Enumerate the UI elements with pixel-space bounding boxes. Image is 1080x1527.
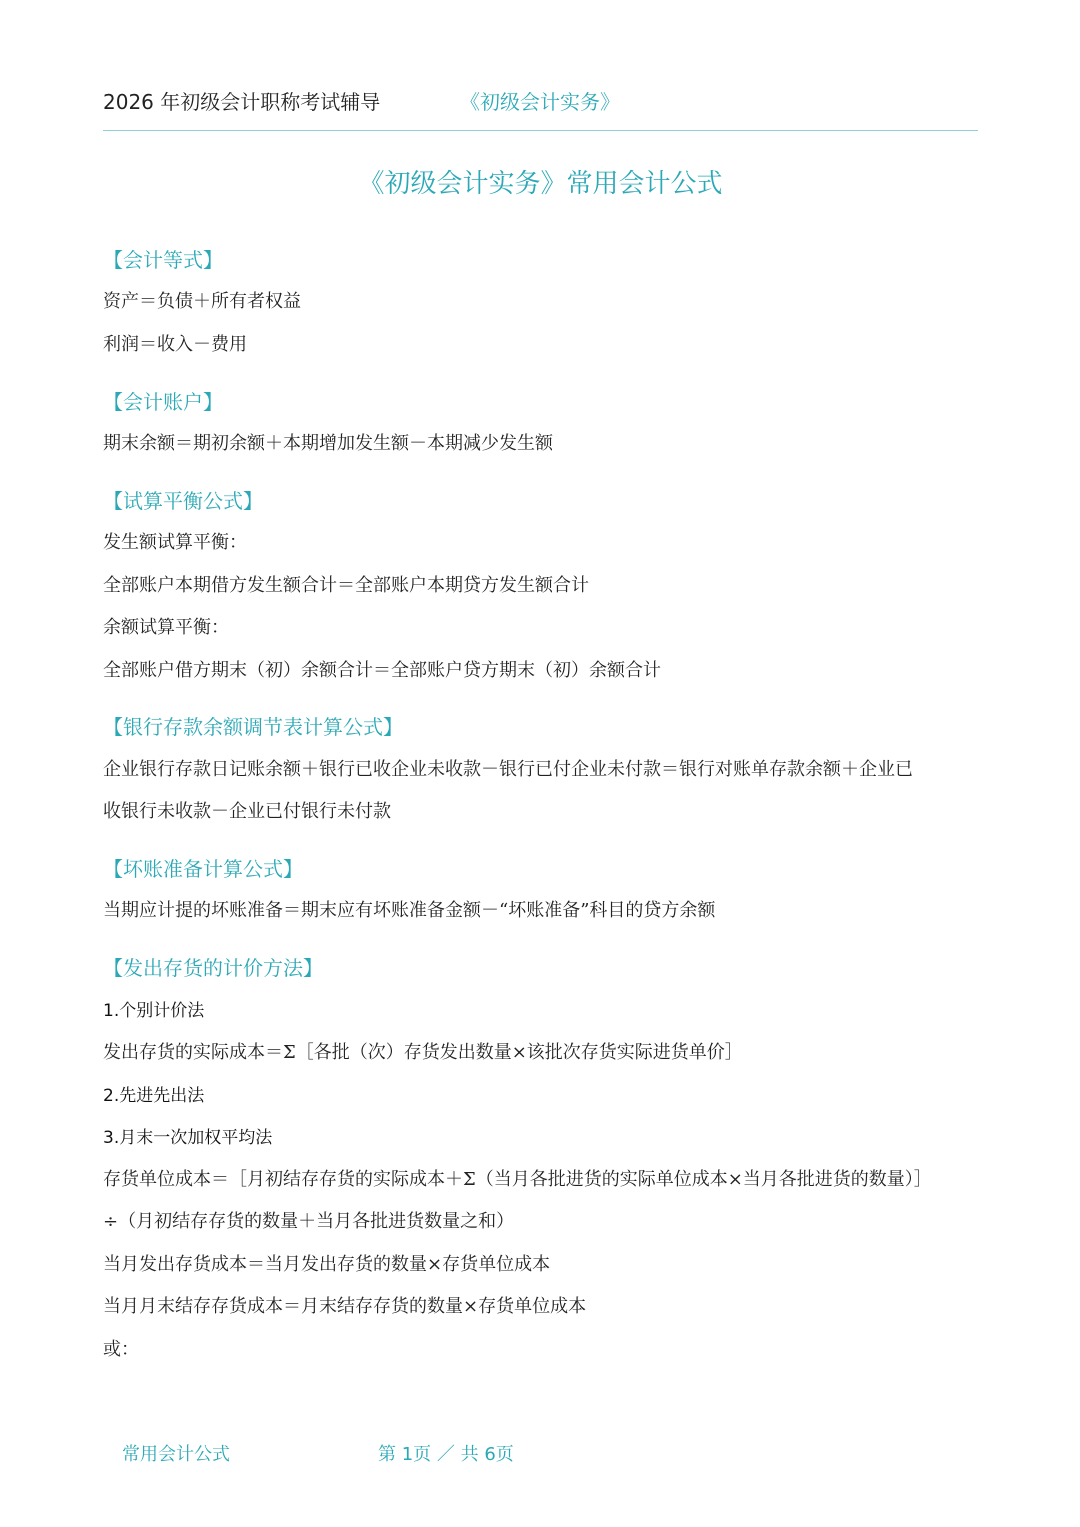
formula-line: 期末余额＝期初余额＋本期增加发生额－本期减少发生额 <box>103 433 553 454</box>
formula-line: 余额试算平衡： <box>103 617 229 638</box>
footer-page-number: 第 1页 ／ 共 6页 <box>378 1444 514 1465</box>
formula-line: 企业银行存款日记账余额＋银行已收企业未收款－银行已付企业未付款＝银行对账单存款余额＋企业已 <box>103 759 913 780</box>
method-heading: 1.个别计价法 <box>103 1001 205 1021</box>
formula-line: 或： <box>103 1339 139 1360</box>
formula-line: 当月月末结存存货成本＝月末结存存货的数量×存货单位成本 <box>103 1296 587 1317</box>
formula-line: 存货单位成本＝［月初结存存货的实际成本＋Σ（当月各批进货的实际单位成本×当月各批进货的数量）］ <box>103 1169 932 1190</box>
method-heading: 2.先进先出法 <box>103 1086 205 1106</box>
formula-line: 发出存货的实际成本＝Σ［各批（次）存货发出数量×该批次存货实际进货单价］ <box>103 1042 743 1063</box>
formula-line: 资产＝负债＋所有者权益 <box>103 291 301 312</box>
formula-line: 利润＝收入－费用 <box>103 334 247 355</box>
formula-line: 当月发出存货成本＝当月发出存货的数量×存货单位成本 <box>103 1254 551 1275</box>
section-heading-accounting-equation: 【会计等式】 <box>103 248 223 272</box>
header-divider <box>103 130 978 131</box>
section-heading-bank-reconciliation: 【银行存款余额调节表计算公式】 <box>103 715 403 739</box>
formula-line: ÷（月初结存存货的数量＋当月各批进货数量之和） <box>103 1211 515 1232</box>
section-heading-trial-balance: 【试算平衡公式】 <box>103 489 263 513</box>
footer-doc-title: 常用会计公式 <box>122 1444 230 1465</box>
method-heading: 3.月末一次加权平均法 <box>103 1128 273 1148</box>
formula-line: 当期应计提的坏账准备＝期末应有坏账准备金额－“坏账准备”科目的贷方余额 <box>103 900 716 921</box>
formula-line: 全部账户本期借方发生额合计＝全部账户本期贷方发生额合计 <box>103 575 589 596</box>
header-course-title: 2026 年初级会计职称考试辅导 <box>103 90 381 114</box>
section-heading-inventory-costing: 【发出存货的计价方法】 <box>103 956 323 980</box>
section-heading-accounts: 【会计账户】 <box>103 390 223 414</box>
header-book-title: 《初级会计实务》 <box>460 90 620 114</box>
formula-line: 全部账户借方期末（初）余额合计＝全部账户贷方期末（初）余额合计 <box>103 660 661 681</box>
formula-line: 发生额试算平衡： <box>103 532 247 553</box>
formula-line: 收银行未收款－企业已付银行未付款 <box>103 801 391 822</box>
page-title: 《初级会计实务》常用会计公式 <box>358 169 723 199</box>
section-heading-bad-debt: 【坏账准备计算公式】 <box>103 857 303 881</box>
page-header <box>103 86 978 120</box>
